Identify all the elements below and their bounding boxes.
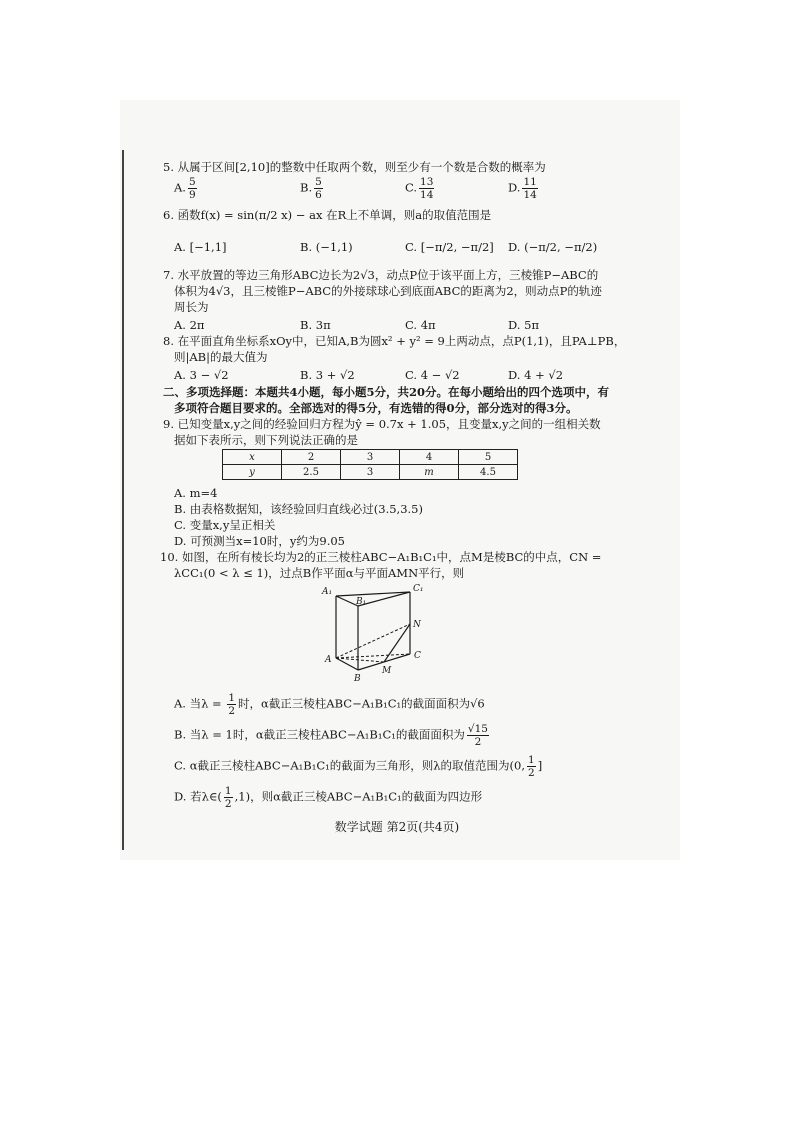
- q6-option-b: B. (−1,1): [300, 240, 353, 254]
- q8-option-b: B. 3 + √2: [300, 368, 355, 382]
- label-m: M: [382, 666, 392, 676]
- table-cell: 4.5: [459, 465, 518, 480]
- q9-option-a: A. m=4: [174, 486, 218, 500]
- table-cell: m: [400, 465, 459, 480]
- q7-option-c: C. 4π: [405, 318, 436, 332]
- q7-option-b: B. 3π: [300, 318, 331, 332]
- q10-option-a: A. 当λ = $\frac{1}{2}$ 时，α截正三棱柱ABC−A₁B₁C₁的截面面积为√6: [174, 692, 485, 717]
- q6-option-d: D. (−π/2, −π/2): [508, 240, 598, 254]
- q10-option-d: D. 若λ∈( $\frac{1}{2}$ ,1)，则α截正三棱ABC−A₁B₁C₁的截面为四边形: [174, 785, 483, 810]
- q10-line-2: λCC₁(0 < λ ≤ 1)，过点B作平面α与平面AMN平行，则: [174, 566, 465, 580]
- q5-option-b: B. $\frac{5}{6}$: [300, 176, 322, 201]
- q7-option-a: A. 2π: [174, 318, 205, 332]
- table-row: [223, 450, 518, 465]
- label-c1: C₁: [413, 584, 424, 594]
- table-cell: 3: [341, 465, 400, 480]
- table-cell: y: [223, 465, 282, 480]
- table-row: [223, 465, 518, 480]
- q7-line-2: 体积为4√3，且三棱锥P−ABC的外接球球心到底面ABC的距离为2，则动点P的轨迹: [174, 284, 602, 298]
- table-cell: 5: [459, 450, 518, 465]
- q9-data-table: [222, 449, 518, 480]
- table-cell: 2.5: [282, 465, 341, 480]
- q7-line-1: 7. 水平放置的等边三角形ABC边长为2√3，动点P位于该平面上方，三棱锥P−ABC的: [163, 268, 599, 282]
- q9-option-d: D. 可预测当x=10时，y约为9.05: [174, 534, 345, 548]
- section2-line-2: 多项符合题目要求的。全部选对的得5分，有选错的得0分，部分选对的得3分。: [174, 401, 578, 415]
- q8-line-1: 8. 在平面直角坐标系xOy中，已知A,B为圆x² + y² = 9上两动点，点P(1,1)，且PA⊥PB，: [163, 334, 626, 348]
- label-a: A: [325, 655, 332, 665]
- q10-line-1: 10. 如图，在所有棱长均为2的正三棱柱ABC−A₁B₁C₁中，点M是棱BC的中点，CN =: [160, 550, 602, 564]
- q8-option-a: A. 3 − √2: [174, 368, 229, 382]
- q8-line-2: 则|AB|的最大值为: [174, 350, 268, 364]
- q8-option-d: D. 4 + √2: [508, 368, 564, 382]
- page-footer: 数学试题 第2页(共4页): [334, 820, 460, 834]
- q5-stem: 5. 从属于区间[2,10]的整数中任取两个数，则至少有一个数是合数的概率为: [163, 160, 546, 174]
- q9-option-b: B. 由表格数据知，该经验回归直线必过(3.5,3.5): [174, 502, 423, 516]
- table-cell: x: [223, 450, 282, 465]
- q5-option-c: C. $\frac{13}{14}$: [405, 176, 434, 201]
- edge-ab: [336, 658, 358, 670]
- table-cell: 3: [341, 450, 400, 465]
- prism-figure: [318, 582, 428, 682]
- q9-line-1: 9. 已知变量x,y之间的经验回归方程为ŷ = 0.7x + 1.05，且变量x,y之间的一组相关数: [163, 417, 601, 431]
- q6-option-c: C. [−π/2, −π/2]: [405, 240, 494, 254]
- q10-option-b: B. 当λ = 1时，α截正三棱柱ABC−A₁B₁C₁的截面面积为 $\frac{√15}{2}$: [174, 723, 488, 748]
- q5-option-d: D. $\frac{11}{14}$: [508, 176, 537, 201]
- section2-line-1: 二、多项选择题：本题共4小题，每小题5分，共20分。在每小题给出的四个选项中，有: [163, 385, 610, 399]
- q9-option-c: C. 变量x,y呈正相关: [174, 518, 276, 532]
- label-b: B: [354, 674, 361, 682]
- label-n: N: [413, 620, 421, 630]
- q6-stem: 6. 函数f(x) = sin(π/2 x) − ax 在R上不单调，则a的取值范围是: [163, 208, 492, 222]
- table-cell: 2: [282, 450, 341, 465]
- q7-option-d: D. 5π: [508, 318, 539, 332]
- q8-option-c: C. 4 − √2: [405, 368, 460, 382]
- q5-option-a: A. $\frac{5}{9}$: [174, 176, 196, 201]
- q10-option-c: C. α截正三棱柱ABC−A₁B₁C₁的截面为三角形，则λ的取值范围为(0, $\frac{1}{2}$ ]: [174, 754, 543, 779]
- margin-rule: [122, 150, 124, 850]
- q6-option-a: A. [−1,1]: [174, 240, 227, 254]
- q9-line-2: 据如下表所示，则下列说法正确的是: [174, 433, 358, 447]
- table-cell: 4: [400, 450, 459, 465]
- edge-a1b1: [336, 596, 358, 606]
- label-a1: A₁: [322, 587, 333, 597]
- q7-line-3: 周长为: [174, 300, 209, 314]
- label-c: C: [414, 651, 421, 661]
- label-b1: B₁: [356, 597, 367, 607]
